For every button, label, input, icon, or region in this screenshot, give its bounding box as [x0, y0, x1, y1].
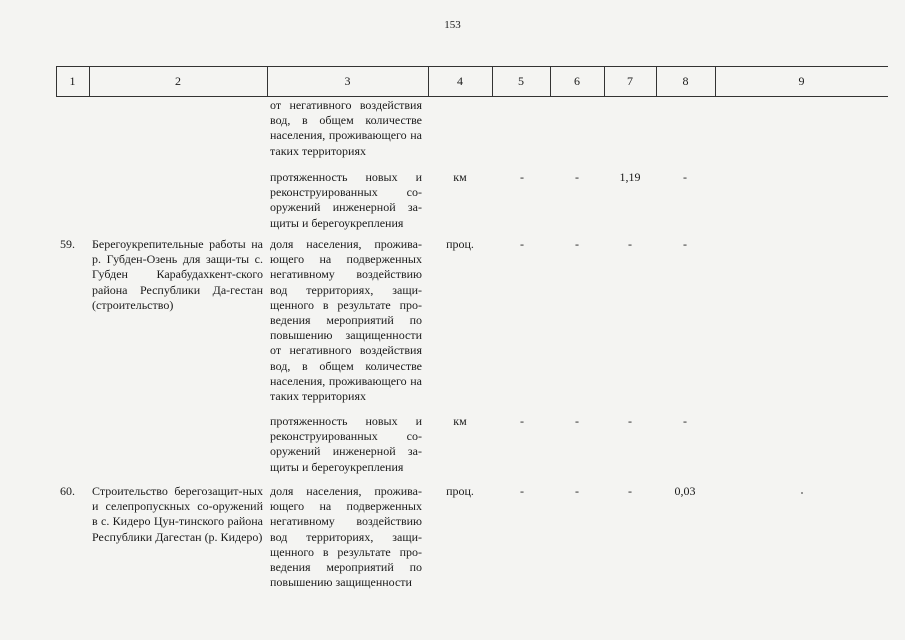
column-header-4: 4	[457, 74, 463, 88]
value-cell-8: -	[683, 237, 687, 251]
column-header-2: 2	[175, 74, 181, 88]
scan-speck	[801, 492, 803, 494]
column-header-1: 1	[69, 74, 76, 88]
indicator-text: протяженность новых и реконструированных со-оружений инженерной за-щиты и берегоукрепления	[270, 414, 422, 474]
row-number: 60.	[60, 484, 75, 498]
header-top-rule	[56, 66, 888, 67]
value-cell-6: -	[575, 484, 579, 498]
indicator-text: протяженность новых и реконструированных со-оружений инженерной за-щиты и берегоукрепления	[270, 170, 422, 230]
value-cell-6: -	[575, 170, 579, 184]
value-cell-6: -	[575, 237, 579, 251]
value-cell-7: 1,19	[619, 170, 641, 184]
column-header-3: 3	[344, 74, 351, 88]
unit-cell: проц.	[446, 237, 474, 251]
value-cell-5: -	[520, 414, 524, 428]
indicator-text: доля населения, прожива-ющего на подверженных негативному воздействию вод территориях, защи-щенного в результате про-ведения мероприятий по повышению защищенности	[270, 484, 422, 590]
value-cell-6: -	[575, 414, 579, 428]
unit-cell: проц.	[446, 484, 474, 498]
value-cell-8: -	[683, 170, 687, 184]
indicator-text: от негативного воздействия вод, в общем количестве населения, проживающего на таких территориях	[270, 98, 422, 158]
header-bottom-rule	[56, 96, 888, 97]
value-cell-8: -	[683, 414, 687, 428]
value-cell-7: -	[628, 414, 632, 428]
column-header-7: 7	[627, 74, 633, 88]
page-number: 153	[444, 19, 461, 31]
value-cell-7: -	[628, 484, 632, 498]
unit-cell: км	[453, 170, 467, 184]
value-cell-5: -	[520, 484, 524, 498]
value-cell-7: -	[628, 237, 632, 251]
measure-name: Берегоукрепительные работы на р. Губден-Озень для защи-ты с. Губден Карабудахкент-ского района Республики Да-гестан (строительство)	[92, 237, 263, 312]
indicator-text: доля населения, прожива-ющего на подверженных негативному воздействию вод территориях, защи-щенного в результате про-ведения мероприятий по повышению защищенности от негативного воздействия вод, в общем количестве населения, проживающего на таких территориях	[270, 237, 422, 404]
column-header-5: 5	[518, 74, 524, 88]
measure-name: Строительство берегозащит-ных и селепропускных со-оружений в с. Кидеро Цун-тинского района Республики Дагестан (р. Кидеро)	[92, 484, 263, 544]
column-header-6: 6	[574, 74, 580, 88]
column-header-9: 9	[798, 74, 805, 88]
unit-cell: км	[453, 414, 467, 428]
value-cell-8: 0,03	[674, 484, 696, 498]
row-number: 59.	[60, 237, 75, 251]
value-cell-5: -	[520, 170, 524, 184]
column-header-8: 8	[682, 74, 689, 88]
value-cell-5: -	[520, 237, 524, 251]
